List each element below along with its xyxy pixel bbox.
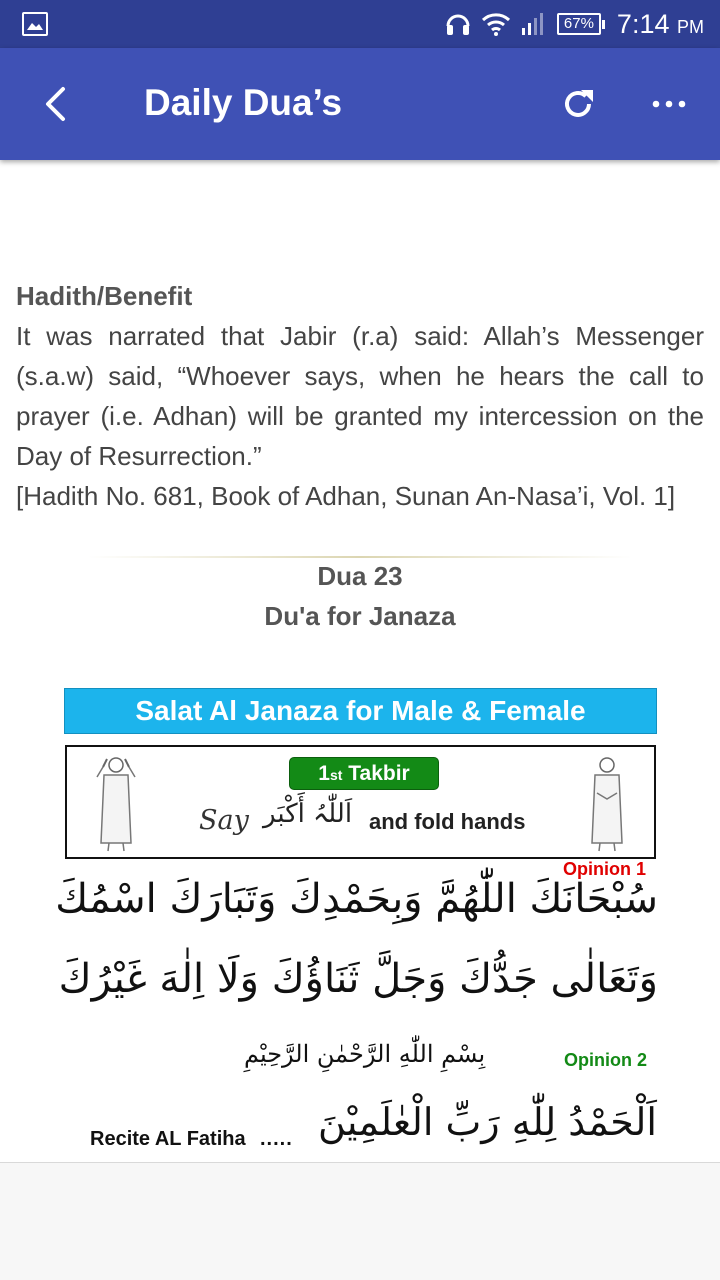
- refresh-icon: [560, 86, 596, 122]
- back-button[interactable]: [30, 78, 82, 130]
- bismillah: بِسْمِ اللّٰهِ الرَّحْمٰنِ الرَّحِيْمِ: [244, 1040, 486, 1068]
- allahu-akbar-arabic: اَللّٰہُ أَکْبَر: [263, 799, 353, 829]
- bottom-bar: [0, 1162, 720, 1280]
- opinion-2-label: Opinion 2: [564, 1050, 647, 1070]
- app-bar: [0, 48, 720, 160]
- clock: 7:14 PM: [616, 8, 704, 39]
- back-arrow-icon: [43, 86, 69, 122]
- status-bar: [0, 0, 720, 48]
- signal-icon: [521, 12, 547, 36]
- wifi-icon: [481, 11, 511, 37]
- janaza-banner: Salat Al Janaza for Male & Female: [64, 688, 657, 734]
- image-icon: [22, 12, 48, 36]
- battery-level: 67%: [557, 13, 601, 35]
- dua-number: Dua 23: [317, 561, 403, 591]
- recite-fatiha-text: Recite AL Fatiha: [90, 1128, 246, 1150]
- headset-icon: [445, 10, 471, 38]
- hadith-reference: [Hadith No. 681, Book of Adhan, Sunan An-Nasa’i, Vol. 1]: [16, 481, 676, 511]
- page-title: Daily Dua’s: [144, 82, 343, 123]
- more-vert-icon: [651, 99, 687, 109]
- fold-hands-text: and fold hands: [369, 809, 526, 834]
- praying-man-hands-raised-icon: [91, 753, 141, 853]
- more-options-button[interactable]: [643, 78, 695, 130]
- fatiha-arabic: اَلْحَمْدُ لِلّٰهِ رَبِّ الْعٰلَمِيْنَ: [318, 1100, 657, 1144]
- praying-man-hands-folded-icon: [582, 753, 632, 853]
- opinion-1-label: Opinion 1: [563, 859, 646, 879]
- say-text: Say: [199, 805, 249, 836]
- hadith-heading: Hadith/Benefit: [16, 281, 193, 311]
- janaza-instruction-image: [55, 688, 658, 1160]
- dua-title: Du'a for Janaza: [264, 601, 456, 631]
- hadith-section: [16, 276, 704, 516]
- takbir-box: [65, 745, 656, 859]
- recite-dots: .....: [260, 1128, 293, 1150]
- thana-line-1: سُبْحَانَكَ اللّٰهُمَّ وَبِحَمْدِكَ وَتَبَارَكَ اسْمُكَ: [55, 876, 658, 922]
- hadith-text: It was narrated that Jabir (r.a) said: Allah’s Messenger (s.a.w) said, “Whoever says, when he hears the call to prayer (i.e. Adhan) will be granted my intercession on the Day of Resurrection.”: [16, 321, 704, 471]
- content-area[interactable]: [0, 160, 720, 1162]
- refresh-button[interactable]: [552, 78, 604, 130]
- battery-icon: [557, 13, 605, 35]
- divider: [88, 556, 632, 558]
- thana-line-2: وَتَعَالٰى جَدُّكَ وَجَلَّ ثَنَاؤُكَ وَلَا اِلٰهَ غَيْرُكَ: [58, 956, 658, 1002]
- takbir-label: 1st Takbir: [289, 757, 439, 790]
